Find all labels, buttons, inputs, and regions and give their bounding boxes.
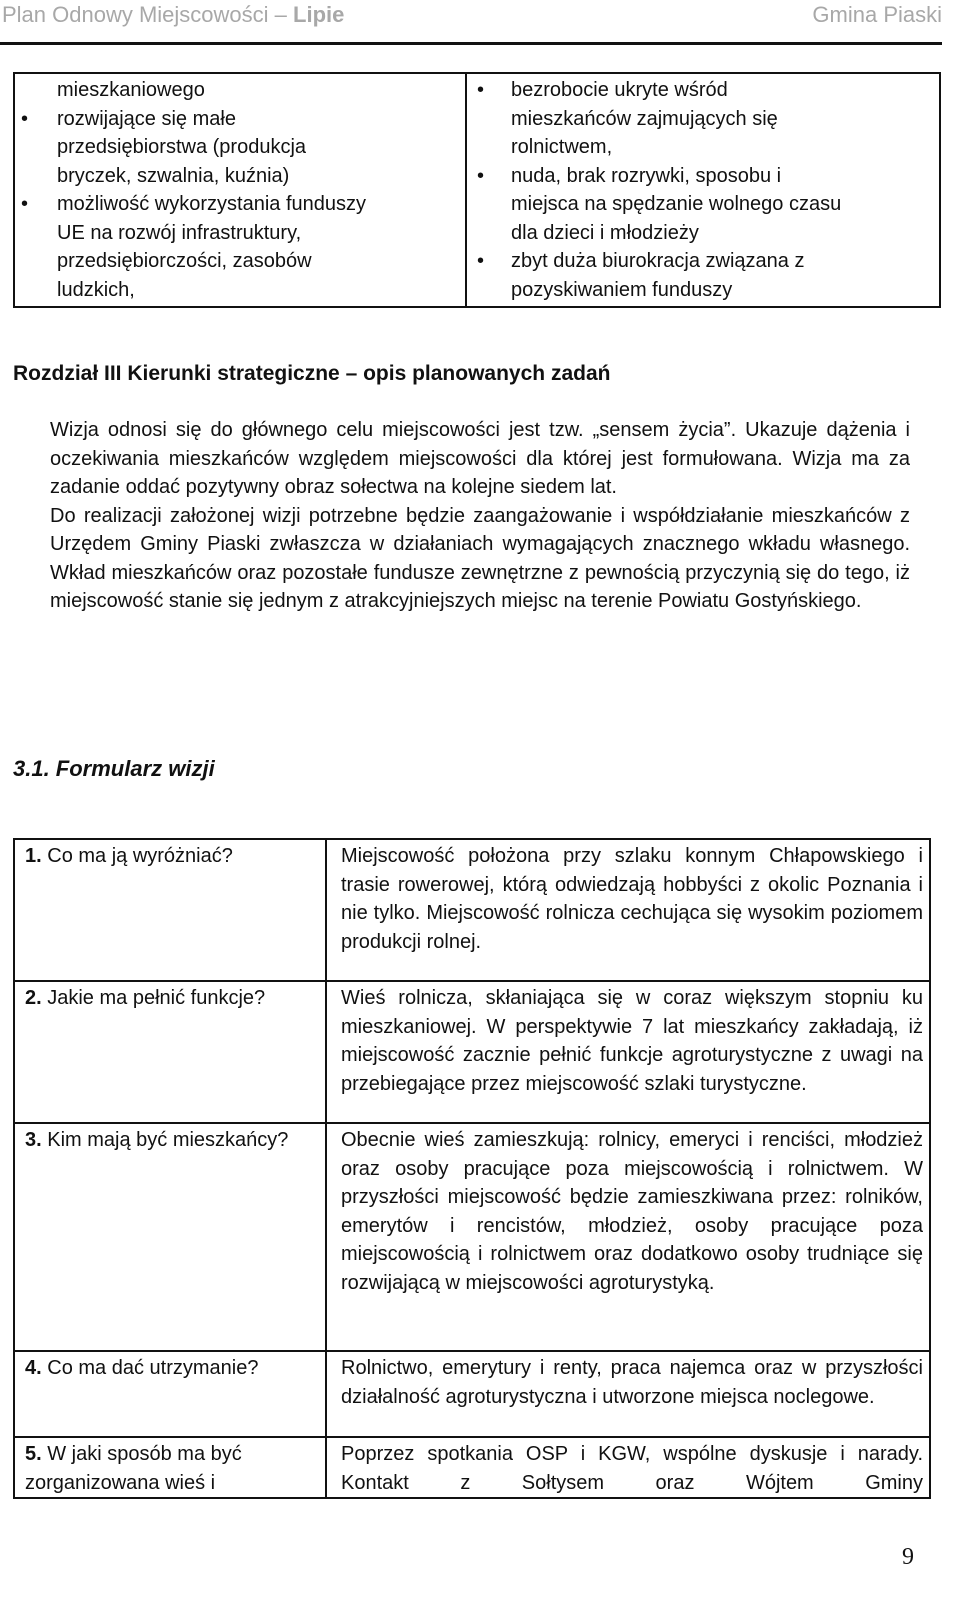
vision-form-row <box>14 981 930 1123</box>
answer-cell <box>326 981 930 1123</box>
bullet-item-continuation <box>477 133 935 162</box>
question-text: Kim mają być mieszkańcy? <box>41 1129 289 1151</box>
bullet-text: rolnictwem, <box>511 136 613 158</box>
question-number: 3. <box>25 1129 42 1151</box>
bullet-text: ludzkich, <box>57 278 135 301</box>
answer-text: Wieś rolnicza, skłaniająca się w coraz większym stopniu ku mieszkaniowej. W perspektywie 7 lat mieszkańcy zakładają, iż miejscowość zacznie pełnić funkcje agroturystyczne z uwagi na przebiegające przez miejscowość szlaki turystyczne. <box>341 987 923 1095</box>
vision-paragraph: Wizja odnosi się do głównego celu miejscowości jest tzw. „sensem życia”. Ukazuje dążenia i oczekiwania mieszkańców względem miejscowości dla której jest formułowana. Wizja ma za zadanie oddać pozytywny obraz sołectwa na kolejne siedem lat. <box>50 419 910 498</box>
question-text: Co ma ją wyróżniać? <box>41 845 233 867</box>
vision-form-row <box>14 839 930 981</box>
bullet-text: mieszkaniowego <box>57 79 205 101</box>
header-plan-prefix: Plan Odnowy Miejscowości – <box>2 2 294 27</box>
page-number: 9 <box>902 1544 914 1570</box>
answer-text: Rolnictwo, emerytury i renty, praca najemca oraz w przyszłości działalność agroturystyczna i utworzone miejsca noclegowe. <box>341 1357 923 1408</box>
bullet-text: bezrobocie ukryte wśród <box>511 79 728 101</box>
answer-text: Poprzez spotkania OSP i KGW, wspólne dyskusje i narady. Kontakt z Sołtysem oraz Wójtem Gminy <box>341 1443 923 1494</box>
bullet-item-continuation <box>21 276 461 305</box>
bullet-item-continuation <box>21 162 461 191</box>
vision-form-table <box>13 838 931 1499</box>
bullet-item <box>21 105 461 134</box>
bullet-icon: • <box>21 107 29 130</box>
answer-cell <box>326 1351 930 1437</box>
bullet-text: przedsiębiorczości, zasobów <box>57 250 312 272</box>
question-cell <box>14 1351 326 1437</box>
header-municipality: Gmina Piaski <box>812 2 942 27</box>
swot-row <box>14 73 940 307</box>
opportunities-cell <box>14 73 466 307</box>
question-cell <box>14 1437 326 1498</box>
question-number: 4. <box>25 1357 42 1379</box>
question-cell <box>14 839 326 981</box>
vision-form-row <box>14 1123 930 1351</box>
threats-cell <box>466 73 940 307</box>
bullet-item-continuation <box>477 190 935 219</box>
bullet-item-continuation <box>21 219 461 248</box>
bullet-item-continuation <box>477 219 935 248</box>
bullet-item <box>477 162 935 191</box>
answer-text: Obecnie wieś zamieszkują: rolnicy, emeryci i renciści, młodzież oraz osoby pracujące poza miejscowością i rolnictwem. W przyszłości miejscowość będzie zamieszkiwana przez: rolników, emerytów i rencistów, młodzież, osoby pracujące poza miejscowością i rolnictwem oraz dodatkowo osoby trudniące się rozwijającą w miejscowości agroturystyką. <box>341 1129 923 1294</box>
bullet-text: nuda, brak rozrywki, sposobu i <box>511 164 782 187</box>
question-text: Jakie ma pełnić funkcje? <box>41 987 266 1009</box>
bullet-text: miejsca na spędzanie wolnego czasu <box>511 193 842 215</box>
answer-cell <box>326 1437 930 1498</box>
question-cell <box>14 981 326 1123</box>
vision-description <box>50 416 910 616</box>
bullet-text: zbyt duża biurokracja związana z <box>511 250 805 272</box>
bullet-icon: • <box>477 164 485 187</box>
answer-cell <box>326 839 930 981</box>
bullet-text: dla dzieci i młodzieży <box>511 221 699 244</box>
bullet-text: rozwijające się małe <box>57 107 236 130</box>
bullet-text: pozyskiwaniem funduszy <box>511 278 733 301</box>
question-number: 2. <box>25 987 42 1009</box>
bullet-item-continuation <box>21 247 461 276</box>
vision-form-row <box>14 1437 930 1498</box>
bullet-text: przedsiębiorstwa (produkcja <box>57 136 307 158</box>
vision-form-row <box>14 1351 930 1437</box>
bullet-text: możliwość wykorzystania funduszy <box>57 193 366 215</box>
answer-cell <box>326 1123 930 1351</box>
bullet-item <box>477 247 935 276</box>
vision-paragraph: Do realizacji założonej wizji potrzebne będzie zaangażowanie i współdziałanie mieszkańców z Urzędem Gminy Piaski zwłaszcza w działaniach wymagających znacznego wkładu własnego. Wkład mieszkańców oraz pozostałe fundusze zewnętrzne z pewnością przyczynią się do tego, iż miejscowość stanie się jednym z atrakcyjniejszych miejsc na terenie Powiatu Gostyńskiego. <box>50 504 910 612</box>
bullet-item-continuation <box>21 133 461 162</box>
bullet-item <box>477 76 935 105</box>
bullet-text: mieszkańców zajmujących się <box>511 107 778 130</box>
vision-form-heading: 3.1. Formularz wizji <box>13 756 215 781</box>
question-text: W jaki sposób ma być zorganizowana wieś i <box>25 1443 242 1494</box>
header-plan-title <box>2 2 344 28</box>
bullet-icon: • <box>477 79 485 101</box>
header-place-name: Lipie <box>293 2 345 27</box>
answer-text: Miejscowość położona przy szlaku konnym Chłapowskiego i trasie rowerowej, którą odwiedzają hobbyści z okolic Poznania i nie tylko. Miejscowość rolnicza cechująca się wysokim poziomem produkcji rolnej. <box>341 845 923 953</box>
bullet-item-continuation <box>477 105 935 134</box>
bullet-icon: • <box>477 250 485 272</box>
chapter-heading: Rozdział III Kierunki strategiczne – opis planowanych zadań <box>13 362 611 385</box>
bullet-item <box>21 190 461 219</box>
bullet-icon: • <box>21 193 29 215</box>
swot-continuation-table <box>13 72 941 308</box>
question-cell <box>14 1123 326 1351</box>
question-number: 5. <box>25 1443 42 1465</box>
bullet-text: UE na rozwój infrastruktury, <box>57 221 302 244</box>
bullet-item-continuation <box>21 76 461 105</box>
bullet-item-continuation <box>477 276 935 305</box>
page-header <box>0 0 942 45</box>
question-number: 1. <box>25 845 42 867</box>
question-text: Co ma dać utrzymanie? <box>41 1357 259 1379</box>
bullet-text: bryczek, szwalnia, kuźnia) <box>57 164 290 187</box>
